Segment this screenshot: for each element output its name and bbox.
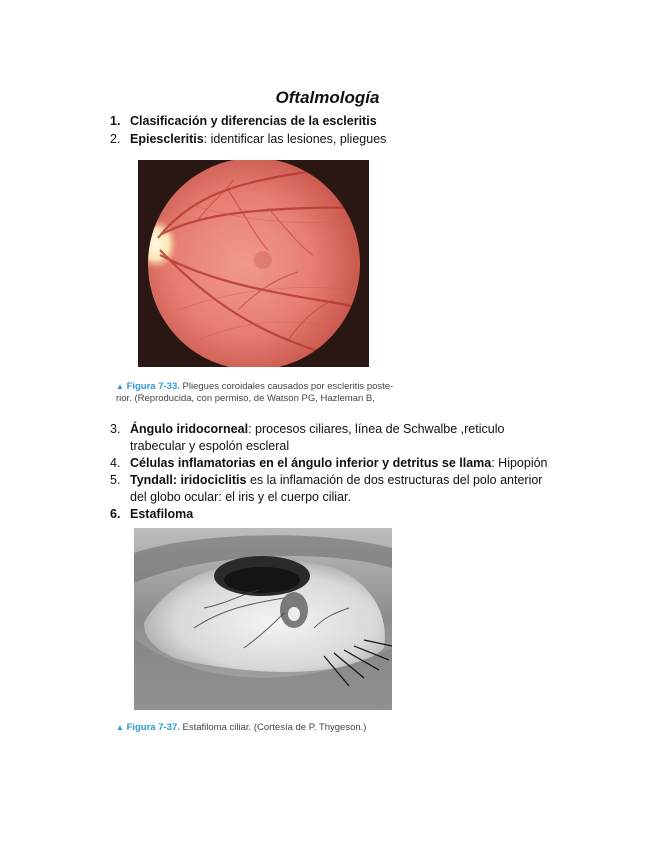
- item-number: 5.: [110, 473, 121, 487]
- item-heading: Epiescleritis: [130, 132, 204, 146]
- figure-1-label: Figura 7-33.: [126, 381, 180, 392]
- item-text: : Hipopión: [491, 456, 548, 470]
- figure-1-text: Pliegues coroidales causados por escleritis poste-: [182, 381, 394, 392]
- figure-1-text-2: rior. (Reproducida, con permiso, de Watson PG, Hazleman B,: [116, 393, 375, 404]
- figure-2-label: Figura 7-37.: [126, 722, 180, 733]
- item-number: 2.: [110, 132, 121, 146]
- list-item-1: [110, 113, 570, 130]
- item-number: 4.: [110, 456, 121, 470]
- list-item-3: [110, 421, 570, 455]
- page-title: Oftalmología: [275, 88, 380, 107]
- triangle-icon: ▲: [116, 723, 124, 732]
- item-heading: Tyndall: iridociclitis: [130, 473, 247, 487]
- list-item-5: [110, 472, 570, 506]
- item-heading: Clasificación y diferencias de la escleritis: [130, 114, 377, 128]
- figure-2-text: Estafiloma ciliar. (Cortesía de P. Thygeson.): [182, 722, 367, 733]
- item-continuation: del globo ocular: el iris y el cuerpo ciliar.: [130, 490, 351, 504]
- item-text: : procesos ciliares, línea de Schwalbe ,reticulo: [248, 422, 505, 436]
- item-number: 6.: [110, 507, 121, 521]
- item-text: es la inflamación de dos estructuras del polo anterior: [246, 473, 543, 487]
- list-item-6: [110, 506, 570, 523]
- list-item-4: [110, 455, 570, 472]
- list-item-2: [110, 131, 570, 148]
- staphyloma-photo: [134, 528, 392, 710]
- figure-2-caption: [116, 722, 366, 734]
- item-number: 3.: [110, 422, 121, 436]
- item-heading: Células inflamatorias en el ángulo inferior y detritus se llama: [130, 456, 492, 470]
- item-heading: Ángulo iridocorneal: [130, 422, 249, 436]
- item-continuation: trabecular y espolón escleral: [130, 439, 290, 453]
- item-text: : identificar las lesiones, pliegues: [203, 132, 387, 146]
- fundus-photo: [138, 160, 369, 367]
- item-number: 1.: [110, 114, 121, 128]
- triangle-icon: ▲: [116, 382, 124, 391]
- figure-1-caption: [116, 381, 393, 405]
- item-heading: Estafiloma: [130, 507, 194, 521]
